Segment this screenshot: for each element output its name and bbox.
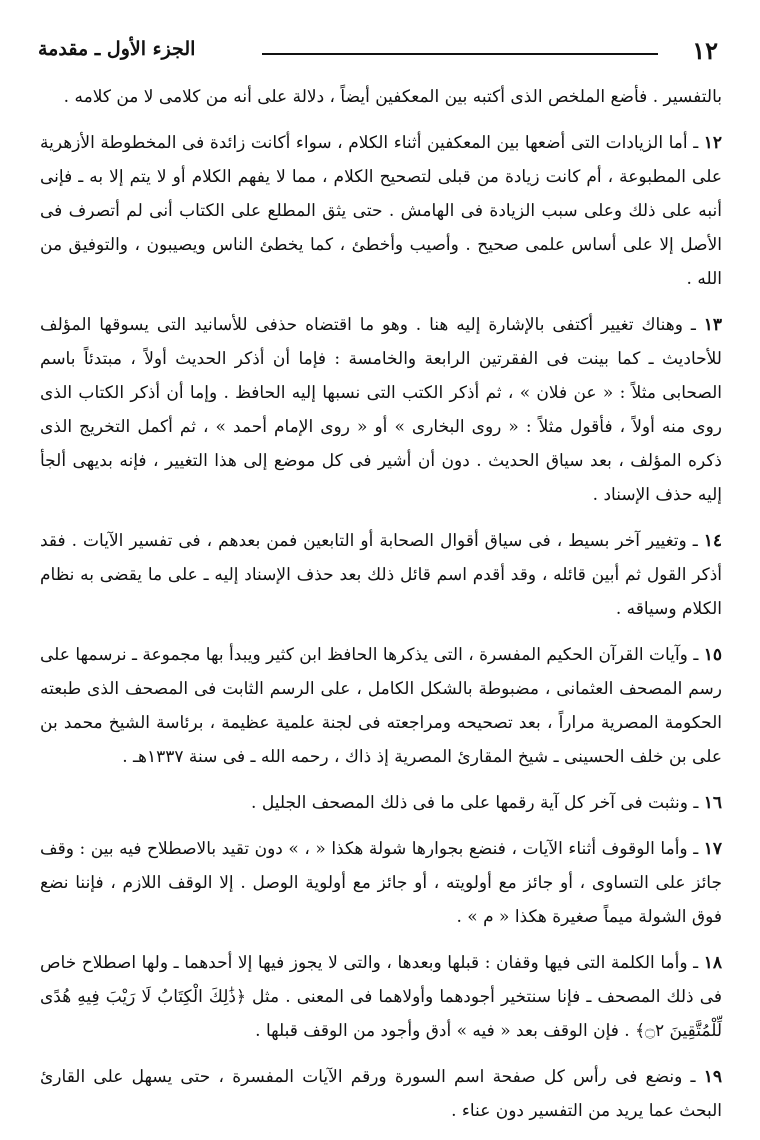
paragraph-number: ١٢ <box>703 133 723 153</box>
paragraph-17 <box>40 832 722 934</box>
paragraph-12 <box>40 126 722 296</box>
paragraph-text: ـ أما الزيادات التى أضعها بين المعكفين أثناء الكلام ، سواء أكانت زائدة فى المخطوطة الأزهرية على المطبوعة ، أم كانت زيادة من قبلى لتصحيح الكلام ، مما لا يفهم الكلام أو لا يتم إلا به ـ فإنى أنبه على ذلك وعلى سبب الزيادة فى الهامش . حتى يثق المطلع على الكتاب أنى لم أتصرف فى الأصل إلا على أساس علمى صحيح . وأصيب وأخطئ ، كما يخطئ الناس ويصيبون ، والتوفيق من الله . <box>40 133 722 289</box>
running-title: الجزء الأول ـ مقدمة <box>38 38 196 60</box>
paragraph-number: ١٥ <box>703 645 723 665</box>
paragraph-continuation <box>40 80 722 114</box>
paragraph-19 <box>40 1060 722 1128</box>
paragraph-18 <box>40 946 722 1048</box>
body-text <box>40 80 722 1140</box>
paragraph-text: ـ وأما الكلمة التى فيها وقفان : قبلها وبعدها ، والتى لا يجوز فيها إلا أحدهما ـ ولها اصطلاح خاص فى ذلك المصحف ـ فإنا سنتخير أجودهما وأولاهما فى المعنى . مثل ﴿ذَٰلِكَ الْكِتَابُ لَا رَيْبَ فِيهِ هُدًى لِّلْمُتَّقِينَ ۝٢﴾ . فإن الوقف بعد « فيه » أدق وأجود من الوقف قبلها . <box>40 953 722 1041</box>
paragraph-14 <box>40 524 722 626</box>
paragraph-text: ـ وتغيير آخر بسيط ، فى سياق أقوال الصحابة أو التابعين فمن بعدهم ، فى تفسير الآيات . فقد أذكر القول ثم أبين قائله ، وقد أقدم اسم قائل ذلك بعد حذف الإسناد إليه ـ على ما يقضى به نظام الكلام وسياقه . <box>40 531 722 619</box>
paragraph-15 <box>40 638 722 774</box>
header-rule <box>262 53 658 55</box>
paragraph-number: ١٣ <box>703 315 723 335</box>
paragraph-text: ـ وأما الوقوف أثناء الآيات ، فنضع بجوارها شولة هكذا « ، » دون تقيد بالاصطلاح فيه بين : وقف جائز على التساوى ، أو جائز مع أولويته ، أو جائز مع أولوية الوصل . إلا الوقف اللازم ، فإننا نضع فوق الشولة ميماً صغيرة هكذا « م » . <box>40 839 722 927</box>
paragraph-text: ـ ونثبت فى آخر كل آية رقمها على ما فى ذلك المصحف الجليل . <box>251 793 699 813</box>
paragraph-16 <box>40 786 722 820</box>
paragraph-number: ١٩ <box>703 1067 722 1087</box>
paragraph-13 <box>40 308 722 512</box>
page-number: ١٢ <box>692 36 718 65</box>
paragraph-number: ١٦ <box>703 793 722 813</box>
paragraph-number: ١٧ <box>703 839 722 859</box>
page-header <box>38 34 722 70</box>
paragraph-text: ـ وهناك تغيير أكتفى بالإشارة إليه هنا . وهو ما اقتضاه حذفى للأسانيد التى يسوقها المؤلف للأحاديث ـ كما بينت فى الفقرتين الرابعة والخامسة : فإما أن أذكر الحديث أولاً ، مبتدئاً باسم الصحابى مثلاً : « عن فلان » ، ثم أذكر الكتب التى نسبها إليه الحافظ . وإما أن أذكر الكتاب الذى روى منه أولاً ، فأقول مثلاً : « روى البخارى » أو « روى الإمام أحمد » ، ثم أكمل التخريج الذى ذكره المؤلف ، بعد سياق الحديث . دون أن أشير فى كل موضع إلى هذا التغيير ، فإنه بديهى ألجأ إليه حذف الإسناد . <box>40 315 722 505</box>
paragraph-text: ـ وآيات القرآن الحكيم المفسرة ، التى يذكرها الحافظ ابن كثير ويبدأ بها مجموعة ـ نرسمها على رسم المصحف العثمانى ، مضبوطة بالشكل الكامل ، على الرسم الثابت فى المصحف الذى طبعته الحكومة المصرية مراراً ، بعد تصحيحه ومراجعته فى لجنة علمية عظيمة ، برئاسة الشيخ محمد بن على بن خلف الحسينى ـ شيخ المقارئ المصرية إذ ذاك ، رحمه الله ـ فى سنة ١٣٣٧هـ . <box>40 645 723 767</box>
paragraph-text: ـ ونضع فى رأس كل صفحة اسم السورة ورقم الآيات المفسرة ، حتى يسهل على القارئ البحث عما يريد من التفسير دون عناء . <box>40 1067 722 1121</box>
paragraph-number: ١٤ <box>703 531 722 551</box>
paragraph-text: بالتفسير . فأضع الملخص الذى أكتبه بين المعكفين أيضاً ، دلالة على أنه من كلامى لا من كلامه . <box>63 87 722 107</box>
paragraph-number: ١٨ <box>703 953 722 973</box>
